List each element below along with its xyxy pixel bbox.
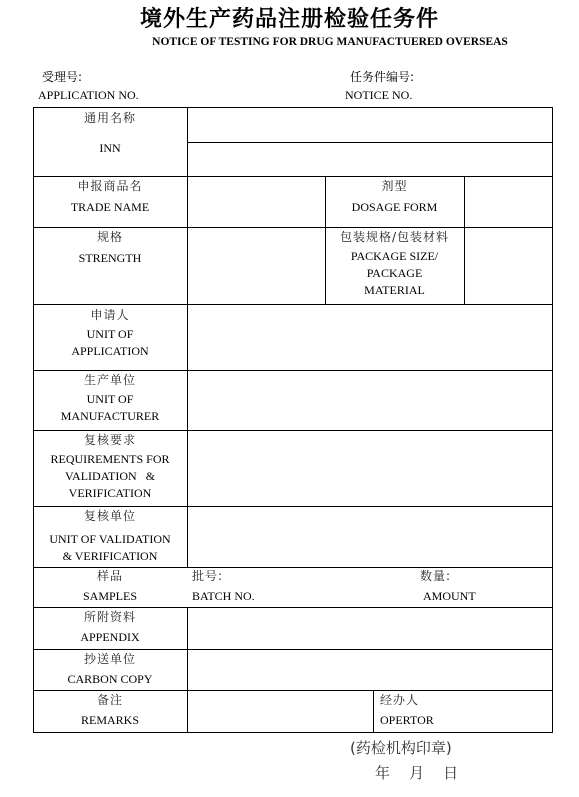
document-title: 境外生产药品注册检验任务件 [139,7,439,32]
application-no-label-cn: 受理号: [42,70,83,84]
batch-no-label: 批号: BATCH NO. [192,569,255,603]
samples-label: 样品 SAMPLES [82,569,138,603]
inn-label: 通用名称 INN [83,111,136,155]
trade-name-label: 申报商品名 TRADE NAME [70,179,150,214]
institution-seal-note: (药检机构印章) [350,739,452,757]
verification-unit-label: 复核单位 UNIT OF VALIDATION & VERIFICATION [49,509,171,563]
amount-label: 数量: AMOUNT [420,569,476,603]
carbon-copy-label: 抄送单位 CARBON COPY [67,652,153,686]
document-subtitle: NOTICE OF TESTING FOR DRUG MANUFACTUERED OVERSEAS [152,36,508,48]
notice-no-label-en: NOTICE NO. [345,88,413,102]
dosage-form-label: 剂型 DOSAGE FORM [351,179,438,214]
applicant-label: 申请人 UNIT OF APPLICATION [71,308,149,358]
manufacturer-label: 生产单位 UNIT OF MANUFACTURER [60,373,160,423]
requirements-label: 复核要求 REQUIREMENTS FOR VALIDATION & VERIFICATION [50,433,170,500]
package-label: 包装规格/包装材料 PACKAGE SIZE/ PACKAGE MATERIAL [339,230,450,297]
application-no-label-en: APPLICATION NO. [38,88,139,102]
notice-no-label-cn: 任务件编号: [350,70,415,84]
strength-label: 规格 STRENGTH [78,230,142,265]
remarks-label: 备注 REMARKS [80,693,139,727]
appendix-label: 所附资料 APPENDIX [80,610,140,644]
operator-label: 经办人 OPERTOR [380,693,434,727]
date-line: 年 月 日 [375,764,459,782]
